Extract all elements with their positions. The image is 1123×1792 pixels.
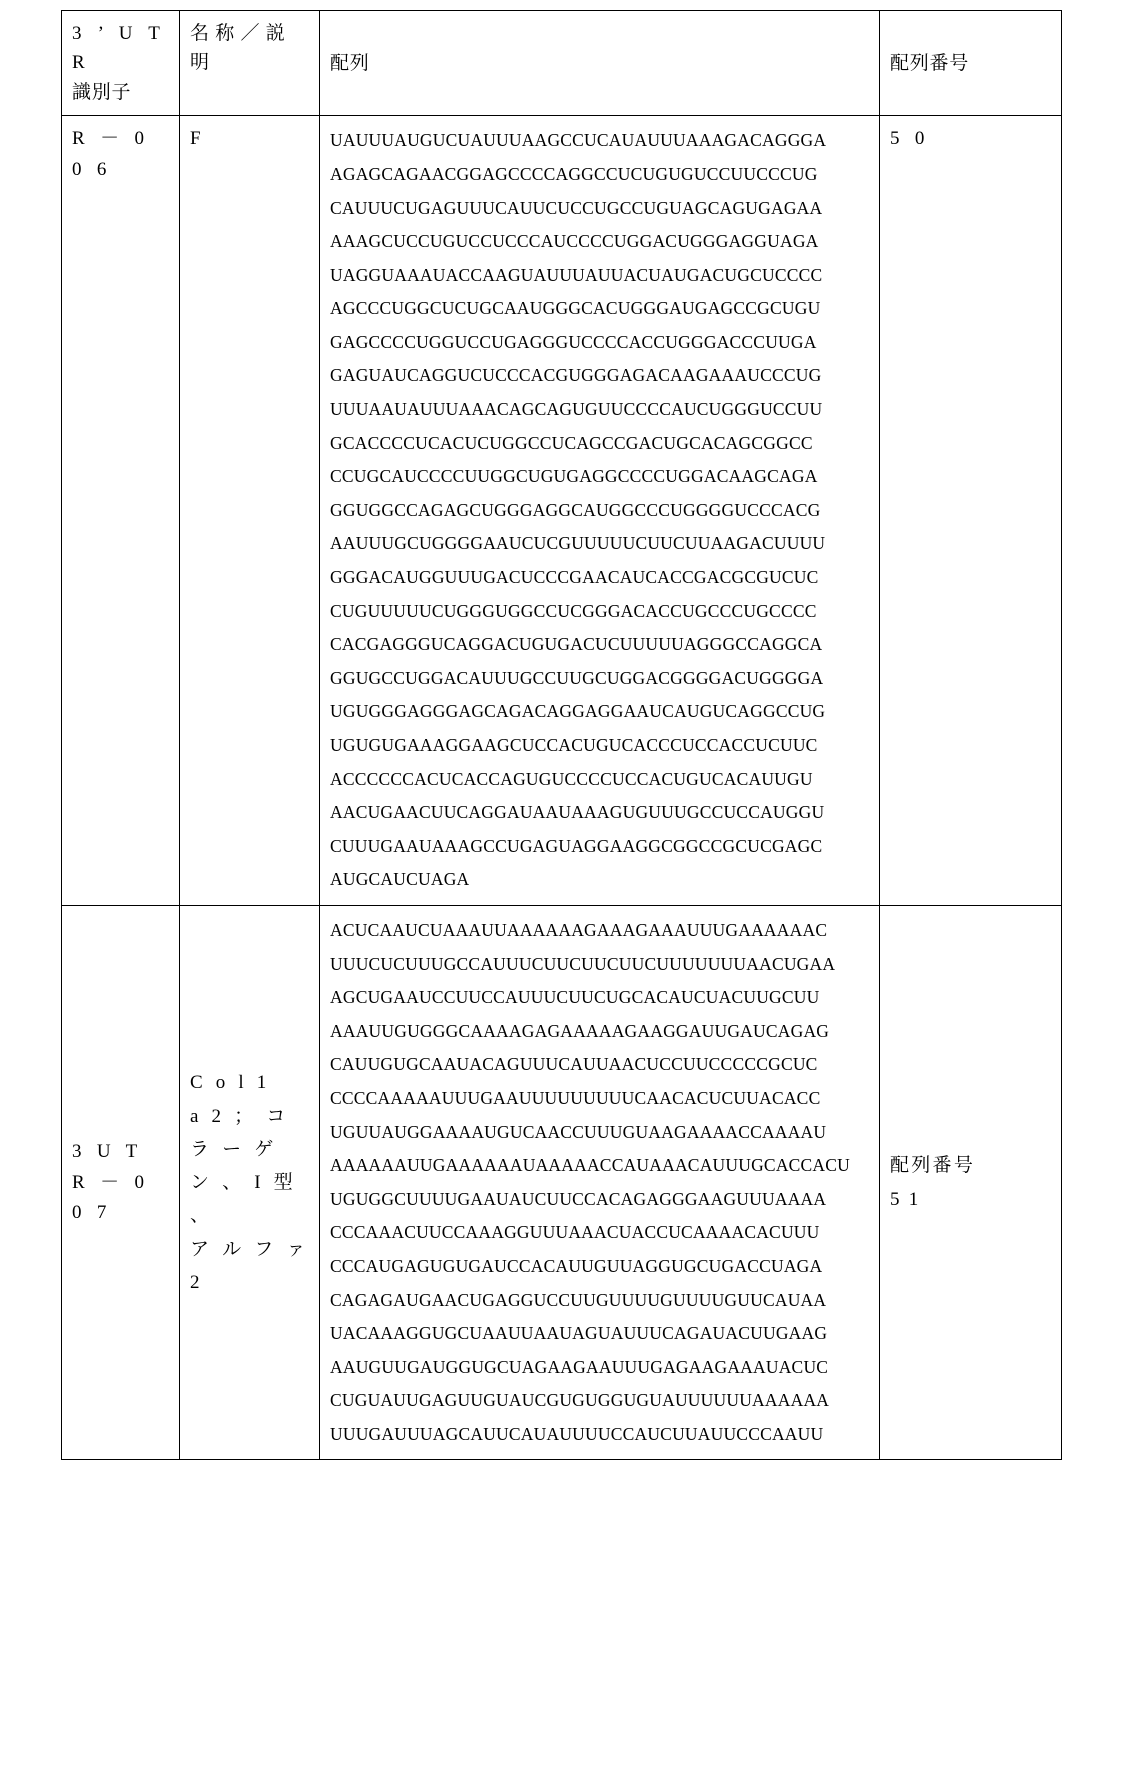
header-cell-utr-id (62, 11, 180, 116)
cell-utr-id (62, 116, 180, 906)
sequence-line: UAGGUAAAUACCAAGUAUUUAUUACUAUGACUGCUCCCC (330, 264, 823, 285)
sequence-line: GGUGCCUGGACAUUUGCCUUGCUGGACGGGGACUGGGGA (330, 667, 824, 688)
sequence-line: CACGAGGGUCAGGACUGUGACUCUUUUUAGGGCCAGGCA (330, 634, 823, 655)
sequence-line: AUGCAUCUAGA (330, 869, 470, 890)
utr-id-line2: 0 6 (72, 158, 112, 180)
sequence-line: ACCCCCCACUCACCAGUGUCCCCUCCACUGUCACAUUGU (330, 768, 813, 789)
sequence-line: AAAUUGUGGGCAAAAGAGAAAAAGAAGGAUUGAUCAGAG (330, 1020, 830, 1041)
sequence-line: AAUGUUGAUGGUGCUAGAAGAAUUUGAGAAGAAAUACUC (330, 1356, 829, 1377)
sequence-line: GCACCCCUCACUCUGGCCUCAGCCGACUGCACAGCGGCC (330, 432, 813, 453)
sequence-line: AGCCCUGGCUCUGCAAUGGGCACUGGGAUGAGCCGCUGU (330, 298, 821, 319)
utr-id-line2: R － 0 (72, 1171, 150, 1193)
utr-id-line1: 3 U T (72, 1141, 143, 1163)
sequence-line: CAUUGUGCAAUACAGUUUCAUUAACUCCUUCCCCCGCUC (330, 1054, 818, 1075)
header-cell-seq-no: 配列番号 (880, 11, 1062, 116)
sequence-line: ACUCAAUCUAAAUUAAAAAAGAAAGAAAUUUGAAAAAAC (330, 919, 828, 940)
sequence-line: UAUUUAUGUCUAUUUAAGCCUCAUAUUUAAAGACAGGGA (330, 130, 827, 151)
header-cell-sequence: 配列 (320, 11, 880, 116)
seq-no-line: 配列番号 (890, 1155, 976, 1177)
cell-sequence (320, 905, 880, 1460)
sequence-line: CUGUAUUGAGUUGUAUCGUGUGGUGUAUUUUUUAAAAAA (330, 1390, 830, 1411)
cell-seq-no: 5 0 (880, 116, 1062, 906)
sequence-line: CCCAAACUUCCAAAGGUUUAAACUACCUCAAAACACUUU (330, 1222, 820, 1243)
sequence-table (61, 10, 1062, 1460)
sequence-line: CCUGCAUCCCCUUGGCUGUGAGGCCCCUGGACAAGCAGA (330, 466, 818, 487)
sequence-line: GAGCCCCUGGUCCUGAGGGUCCCCACCUGGGACCCUUGA (330, 331, 817, 352)
name-line: 2 (190, 1271, 204, 1293)
sequence-line: AGAGCAGAACGGAGCCCCAGGCCUCUGUGUCCUUCCCUG (330, 163, 818, 184)
header-name-line1: 名 称 ／ 説 (190, 23, 286, 44)
header-utr-id-line1: 3 ’ U T R (72, 23, 166, 74)
sequence-line: GGGACAUGGUUUGACUCCCGAACAUCACCGACGCGUCUC (330, 567, 819, 588)
name-line: ラ ー ゲ (190, 1138, 278, 1160)
cell-seq-no (880, 905, 1062, 1460)
sequence-line: CCCCAAAAAUUUGAAUUUUUUUUUCAACACUCUUACACC (330, 1087, 821, 1108)
name-line: ア ル フ ァ (190, 1238, 310, 1260)
name-line: a 2 ； コ (190, 1105, 290, 1127)
table-header-row (62, 11, 1062, 116)
name-line: ン 、 I 型 、 (190, 1172, 297, 1227)
cell-utr-id (62, 905, 180, 1460)
sequence-line: AGCUGAAUCCUUCCAUUUCUUCUGCACAUCUACUUGCUU (330, 987, 820, 1008)
cell-name (180, 905, 320, 1460)
sequence-line: GGUGGCCAGAGCUGGGAGGCAUGGCCCUGGGGUCCCACG (330, 499, 821, 520)
header-utr-id-line2: 識別子 (72, 81, 132, 103)
table-row (62, 905, 1062, 1460)
sequence-line: CUGUUUUUCUGGGUGGCCUCGGGACACCUGCCCUGCCCC (330, 600, 817, 621)
sequence-line: UGUUAUGGAAAAUGUCAACCUUUGUAAGAAAACCAAAAU (330, 1121, 827, 1142)
header-cell-name (180, 11, 320, 116)
sequence-line: CAGAGAUGAACUGAGGUCCUUGUUUUGUUUUGUUCAUAA (330, 1289, 827, 1310)
sequence-line: AAAGCUCCUGUCCUCCCAUCCCCUGGACUGGGAGGUAGA (330, 231, 819, 252)
sequence-line: UGUGGGAGGGAGCAGACAGGAGGAAUCAUGUCAGGCCUG (330, 701, 826, 722)
name-line: C o l 1 (190, 1072, 271, 1094)
header-name-line2: 明 (190, 52, 210, 74)
sequence-line: UGUGUGAAAGGAAGCUCCACUGUCACCCUCCACCUCUUC (330, 735, 818, 755)
utr-id-line1: R － 0 (72, 128, 150, 150)
seq-no-line: 5 1 (890, 1188, 921, 1210)
sequence-line: AACUGAACUUCAGGAUAAUAAAGUGUUUGCCUCCAUGGU (330, 802, 825, 823)
sequence-line: UUUCUCUUUGCCAUUUCUUCUUCUUCUUUUUUUAACUGAA (330, 953, 836, 974)
table-row (62, 116, 1062, 906)
sequence-line: UGUGGCUUUUGAAUAUCUUCCACAGAGGGAAGUUUAAAA (330, 1188, 827, 1209)
sequence-line: CAUUUCUGAGUUUCAUUCUCCUGCCUGUAGCAGUGAGAA (330, 197, 823, 218)
sequence-line: CCCAUGAGUGUGAUCCACAUUGUUAGGUGCUGACCUAGA (330, 1255, 823, 1276)
sequence-line: UUUAAUAUUUAAACAGCAGUGUUCCCCAUCUGGGUCCUU (330, 399, 823, 420)
cell-name: F (180, 116, 320, 906)
utr-id-line3: 0 7 (72, 1201, 112, 1223)
sequence-line: AAAAAAUUGAAAAAAUAAAAACCAUAAACAUUUGCACCACU (330, 1155, 851, 1176)
sequence-line: UUUGAUUUAGCAUUCAUAUUUUCCAUCUUAUUCCCAAUU (330, 1423, 824, 1444)
sequence-line: AAUUUGCUGGGGAAUCUCGUUUUUCUUCUUAAGACUUUU (330, 533, 826, 554)
sequence-line: GAGUAUCAGGUCUCCCACGUGGGAGACAAGAAAUCCCUG (330, 365, 822, 386)
cell-sequence (320, 116, 880, 906)
sequence-line: CUUUGAAUAAAGCCUGAGUAGGAAGGCGGCCGCUCGAGC (330, 835, 823, 856)
sequence-line: UACAAAGGUGCUAAUUAAUAGUAUUUCAGAUACUUGAAG (330, 1323, 828, 1344)
